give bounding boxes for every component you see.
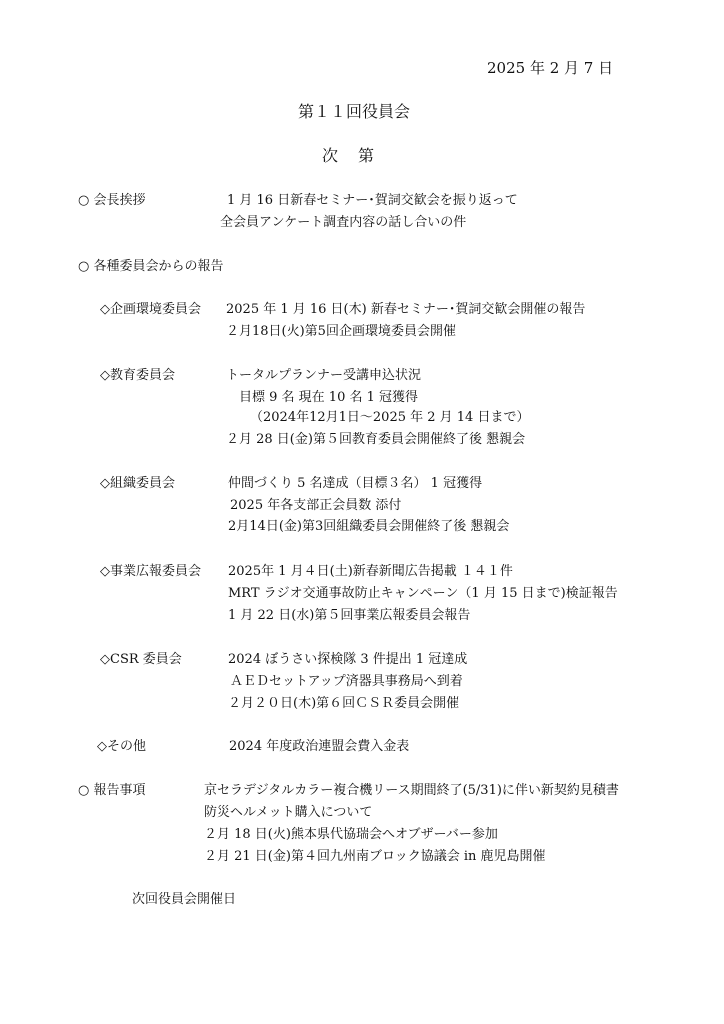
committee-name: ◇教育委員会 (100, 368, 175, 383)
committee-line: 仲間づくり 5 名達成（目標３名） 1 冠獲得 (228, 476, 483, 491)
committee-line: （2024年12月1日～2025 年 2 月 14 日まで） (250, 410, 530, 425)
report-line: 防災ヘルメット購入について (204, 805, 373, 820)
greeting-line: 1 月 16 日新春セミナー･賀詞交歓会を振り返って (227, 193, 518, 208)
committee-line: ２月 28 日(金)第５回教育委員会開催終了後 懇親会 (226, 432, 526, 447)
other-line: 2024 年度政治連盟会費入金表 (229, 739, 410, 754)
committee-line: ＡＥＤセットアップ済器具事務局へ到着 (230, 674, 463, 689)
committee-line: 2月14日(金)第3回組織委員会開催終了後 懇親会 (228, 519, 510, 534)
reports-label: ○ 報告事項 (78, 783, 146, 798)
committee-name: ◇CSR 委員会 (100, 652, 182, 667)
committee-name: ◇事業広報委員会 (100, 564, 201, 579)
committee-line: 1 月 22 日(水)第５回事業広報委員会報告 (228, 608, 471, 623)
committee-line: ２月18日(火)第5回企画環境委員会開催 (226, 324, 456, 339)
committee-line: 2024 ぼうさい探検隊 3 件提出 1 冠達成 (228, 652, 468, 667)
greeting-label: ○ 会長挨拶 (78, 193, 146, 208)
committee-line: 目標 9 名 現在 10 名 1 冠獲得 (239, 390, 419, 405)
report-line: ２月 21 日(金)第４回九州南ブロック協議会 in 鹿児島開催 (204, 849, 546, 864)
committee-name: ◇組織委員会 (100, 476, 175, 491)
document-title: 第１１回役員会 (298, 102, 411, 121)
report-line: ２月 18 日(火)熊本県代協瑞会へオブザーバー参加 (204, 827, 498, 842)
document-date: 2025 年 2 月 7 日 (487, 59, 614, 77)
committee-name: ◇企画環境委員会 (100, 302, 201, 317)
committees-header: ○ 各種委員会からの報告 (78, 259, 224, 274)
greeting-line: 全会員アンケート調査内容の話し合いの件 (220, 215, 467, 230)
next-meeting-label: 次回役員会開催日 (132, 892, 237, 907)
other-name: ◇その他 (97, 739, 146, 754)
committee-line: MRT ラジオ交通事故防止キャンペーン（1 月 15 日まで)検証報告 (228, 586, 618, 601)
committee-line: 2025 年 1 月 16 日(木) 新春セミナー･賀詞交歓会開催の報告 (226, 302, 586, 317)
document-subtitle: 次 第 (322, 146, 377, 165)
committee-line: 2025 年各支部正会員数 添付 (230, 498, 402, 513)
report-line: 京セラデジタルカラー複合機リース期間終了(5/31)に伴い新契約見積書 (204, 783, 619, 798)
committee-line: 2025年 1 月４日(土)新春新聞広告掲載 １４１件 (228, 564, 513, 579)
committee-line: ２月２０日(木)第６回ＣＳＲ委員会開催 (228, 696, 460, 711)
committee-line: トータルプランナー受講申込状況 (226, 368, 422, 383)
